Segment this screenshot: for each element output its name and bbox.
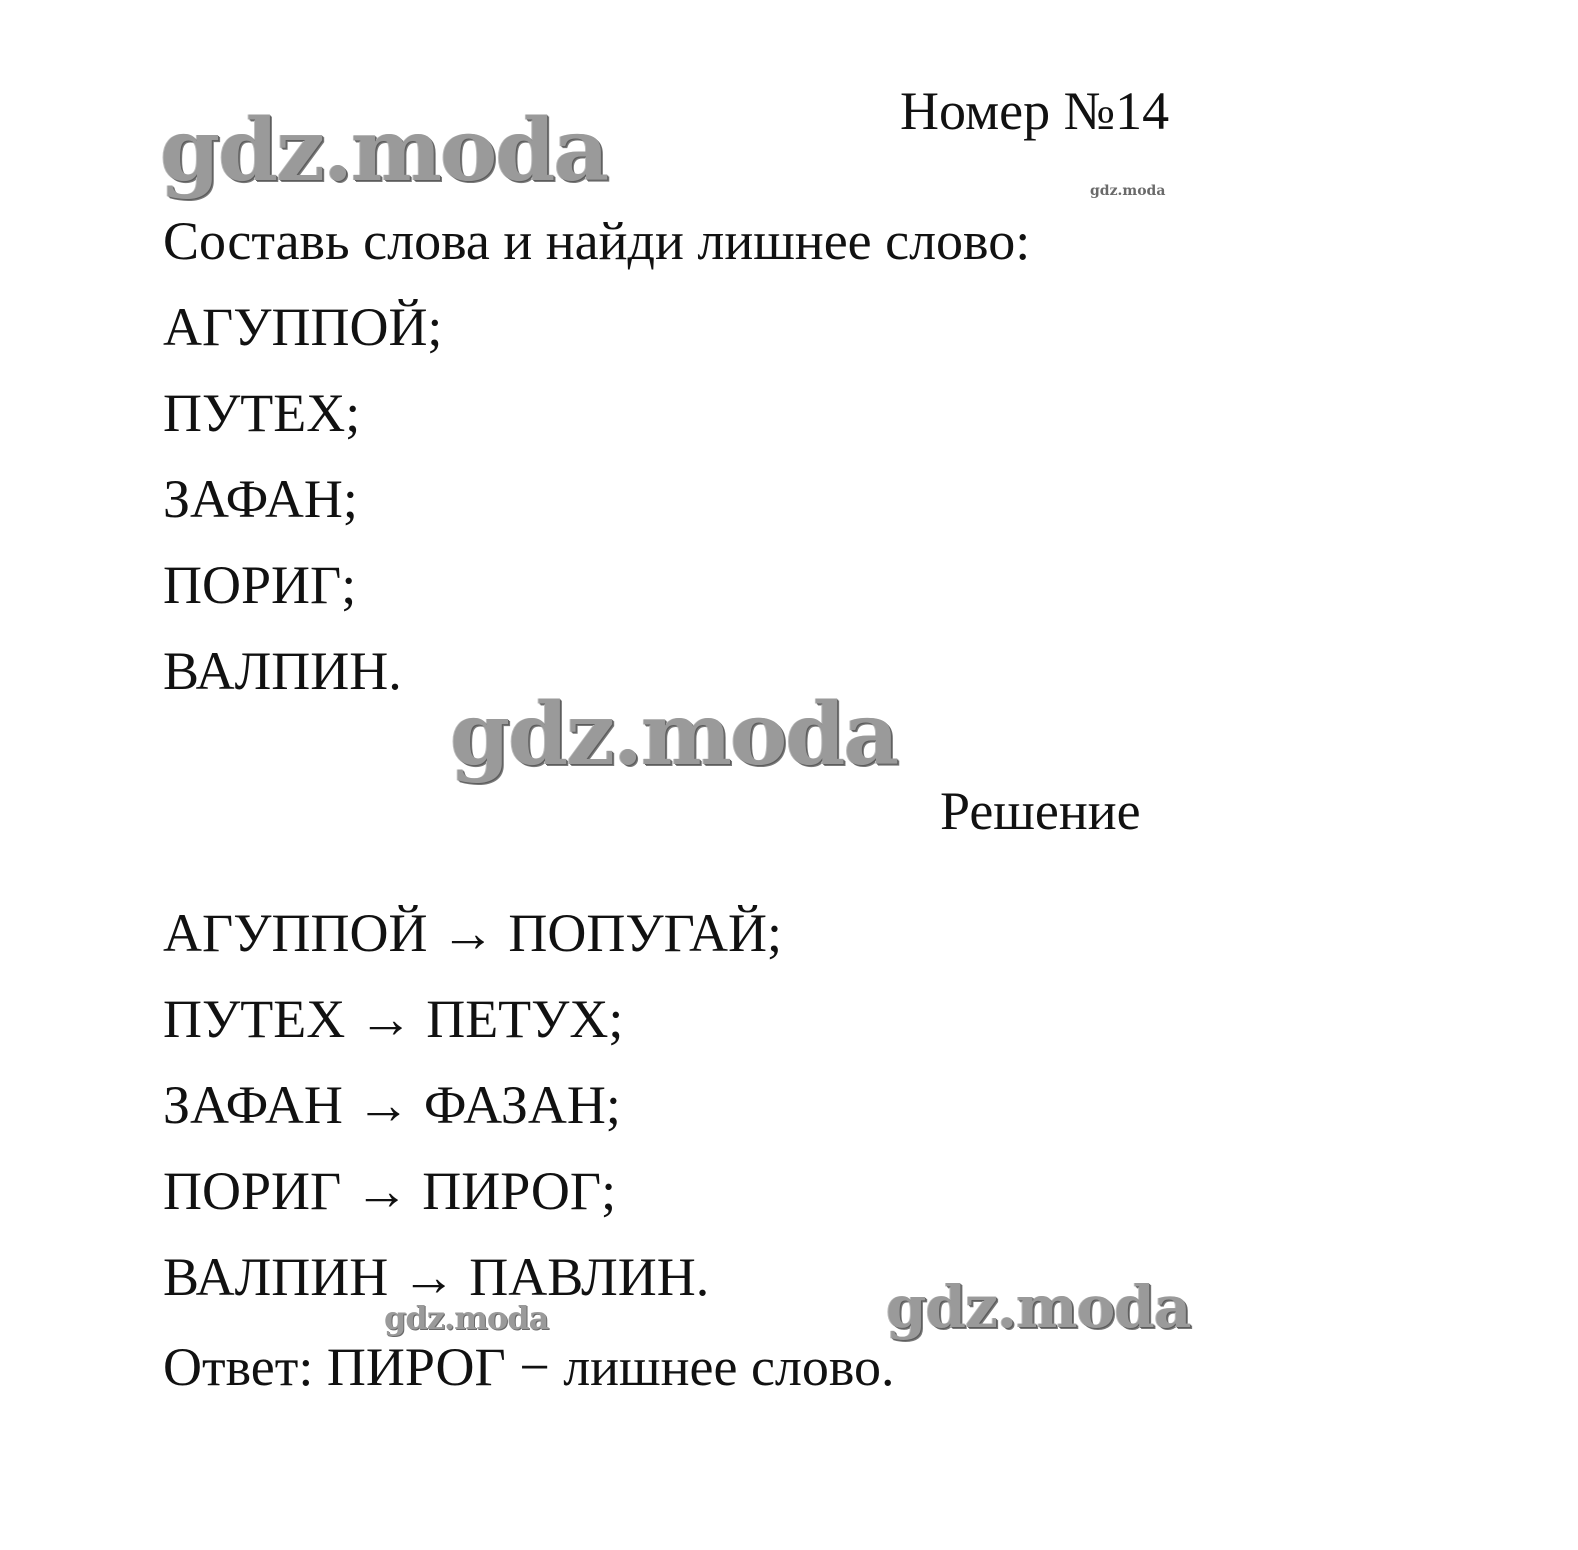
- solution-line: ПОРИГ → ПИРОГ;: [163, 1161, 617, 1221]
- task-word: АГУППОЙ;: [163, 297, 443, 357]
- page-title: Номер №14: [900, 81, 1170, 141]
- task-instruction: Составь слова и найди лишнее слово:: [163, 211, 1031, 271]
- watermark-logo: gdz.moda: [886, 1273, 1191, 1341]
- solution-heading: Решение: [940, 781, 1141, 841]
- watermark-logo-small: gdz.moda: [384, 1299, 549, 1337]
- solution-line: АГУППОЙ → ПОПУГАЙ;: [163, 903, 782, 963]
- solution-line: ЗАФАН → ФАЗАН;: [163, 1075, 621, 1135]
- task-word: ВАЛПИН.: [163, 641, 402, 701]
- solution-line: ВАЛПИН → ПАВЛИН.: [163, 1247, 710, 1307]
- task-word: ПОРИГ;: [163, 555, 357, 615]
- solution-line: ПУТЕХ → ПЕТУХ;: [163, 989, 624, 1049]
- task-word: ПУТЕХ;: [163, 383, 361, 443]
- watermark-logo: gdz.moda: [160, 100, 608, 201]
- task-word: ЗАФАН;: [163, 469, 358, 529]
- watermark-logo: gdz.moda: [450, 684, 898, 785]
- answer-line: Ответ: ПИРОГ − лишнее слово.: [163, 1337, 895, 1397]
- watermark-logo-tiny: gdz.moda: [1090, 183, 1166, 199]
